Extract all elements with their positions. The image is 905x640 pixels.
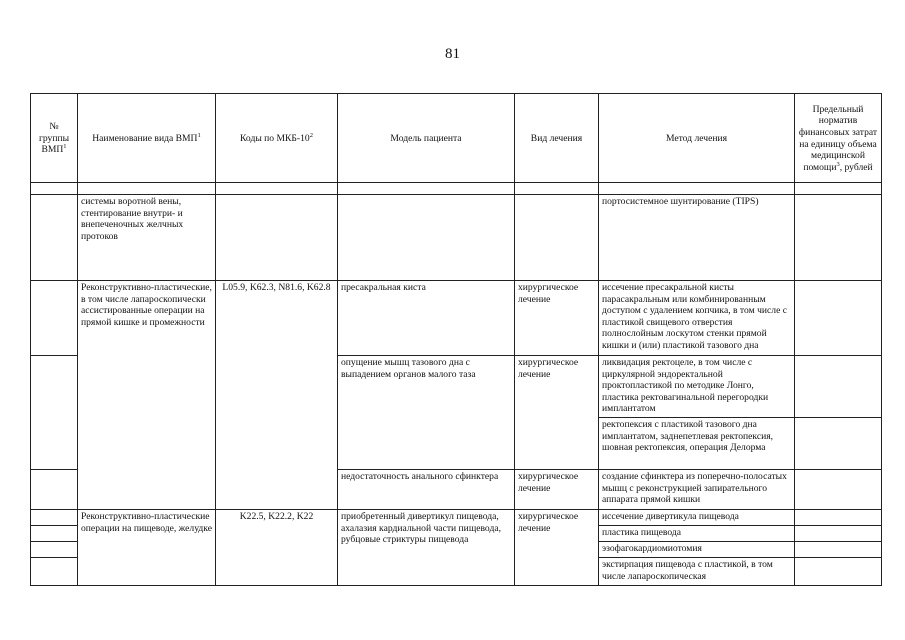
cell-codes-rectum: L05.9, K62.3, N81.6, K62.8: [216, 281, 338, 510]
page-number: 81: [445, 46, 460, 62]
cell-treatment-rectum-3: хирургическое лечение: [515, 470, 599, 510]
cell-treatment-rectum-2: хирургическое лечение: [515, 356, 599, 470]
header-method: Метод лечения: [599, 94, 795, 183]
cell-method-esophagus-4: экстирпация пищевода с пластикой, в том числе лапароскопическая: [599, 558, 795, 586]
header-row: [31, 94, 882, 183]
cell-model-rectum-2: опущение мышц тазового дна с выпадением органов малого таза: [338, 356, 515, 470]
cell-vid-portal: системы воротной вены, стентирование внутри- и внепеченочных желчных протоков: [78, 195, 216, 281]
cell-vid-esophagus: Реконструктивно-пластические операции на пищеводе, желудке: [78, 510, 216, 586]
cell-model-esophagus: приобретенный дивертикул пищевода, ахалазия кардиальной части пищевода, рубцовые стриктуры пищевода: [338, 510, 515, 586]
table-row-esophagus-1: [31, 510, 882, 526]
cell-method-rectum-3: создание сфинктера из поперечно-полосатых мышц с реконструкцией запирательного аппарата прямой кишки: [599, 470, 795, 510]
cell-method-rectum-1: иссечение пресакральной кисты парасакральным или комбинированным доступом с удалением копчика, в том числе с пластикой свищевого отверстия полнослойным лоскутом стенки прямой кишки и (или) пластикой тазового дна: [599, 281, 795, 356]
cell-method-esophagus-3: эзофагокардиомиотомия: [599, 542, 795, 558]
header-group-no: № группы ВМП$^1$: [31, 94, 78, 183]
header-treatment-type: Вид лечения: [515, 94, 599, 183]
cell-vid-rectum: Реконструктивно-пластические, в том числе лапароскопически ассистированные операции на прямой кишке и промежности: [78, 281, 216, 510]
header-patient-model: Модель пациента: [338, 94, 515, 183]
header-vid-name: Наименование вида ВМП$^1$: [78, 94, 216, 183]
cell-codes-esophagus: K22.5, K22.2, K22: [216, 510, 338, 586]
cell-method-esophagus-1: иссечение дивертикула пищевода: [599, 510, 795, 526]
cell-treatment-esophagus: хирургическое лечение: [515, 510, 599, 586]
table-row-rectum-1: [31, 281, 882, 356]
cell-method-esophagus-2: пластика пищевода: [599, 526, 795, 542]
spacer-row: [31, 183, 882, 195]
cell-treatment-rectum-1: хирургическое лечение: [515, 281, 599, 356]
cell-method-rectum-2a: ликвидация ректоцеле, в том числе с циркулярной эндоректальной проктопластикой по методике Лонго, пластика ректовагинальной перегородки имплантатом: [599, 356, 795, 418]
cell-model-rectum-3: недостаточность анального сфинктера: [338, 470, 515, 510]
header-mkb-codes: Коды по МКБ-$10^2$: [216, 94, 338, 183]
cell-model-rectum-1: пресакральная киста: [338, 281, 515, 356]
cell-method-portal: портосистемное шунтирование (TIPS): [599, 195, 795, 281]
header-cost-norm: Предельный норматив финансовых затрат на единицу объема медицинской помощи$^3$, рублей: [795, 94, 882, 183]
cell-method-rectum-2b: ректопексия с пластикой тазового дна имплантатом, заднепетлевая ректопексия, шовная ректопексия, операция Делорма: [599, 418, 795, 470]
table-row-portal: [31, 195, 882, 281]
vmp-table: [30, 93, 882, 586]
